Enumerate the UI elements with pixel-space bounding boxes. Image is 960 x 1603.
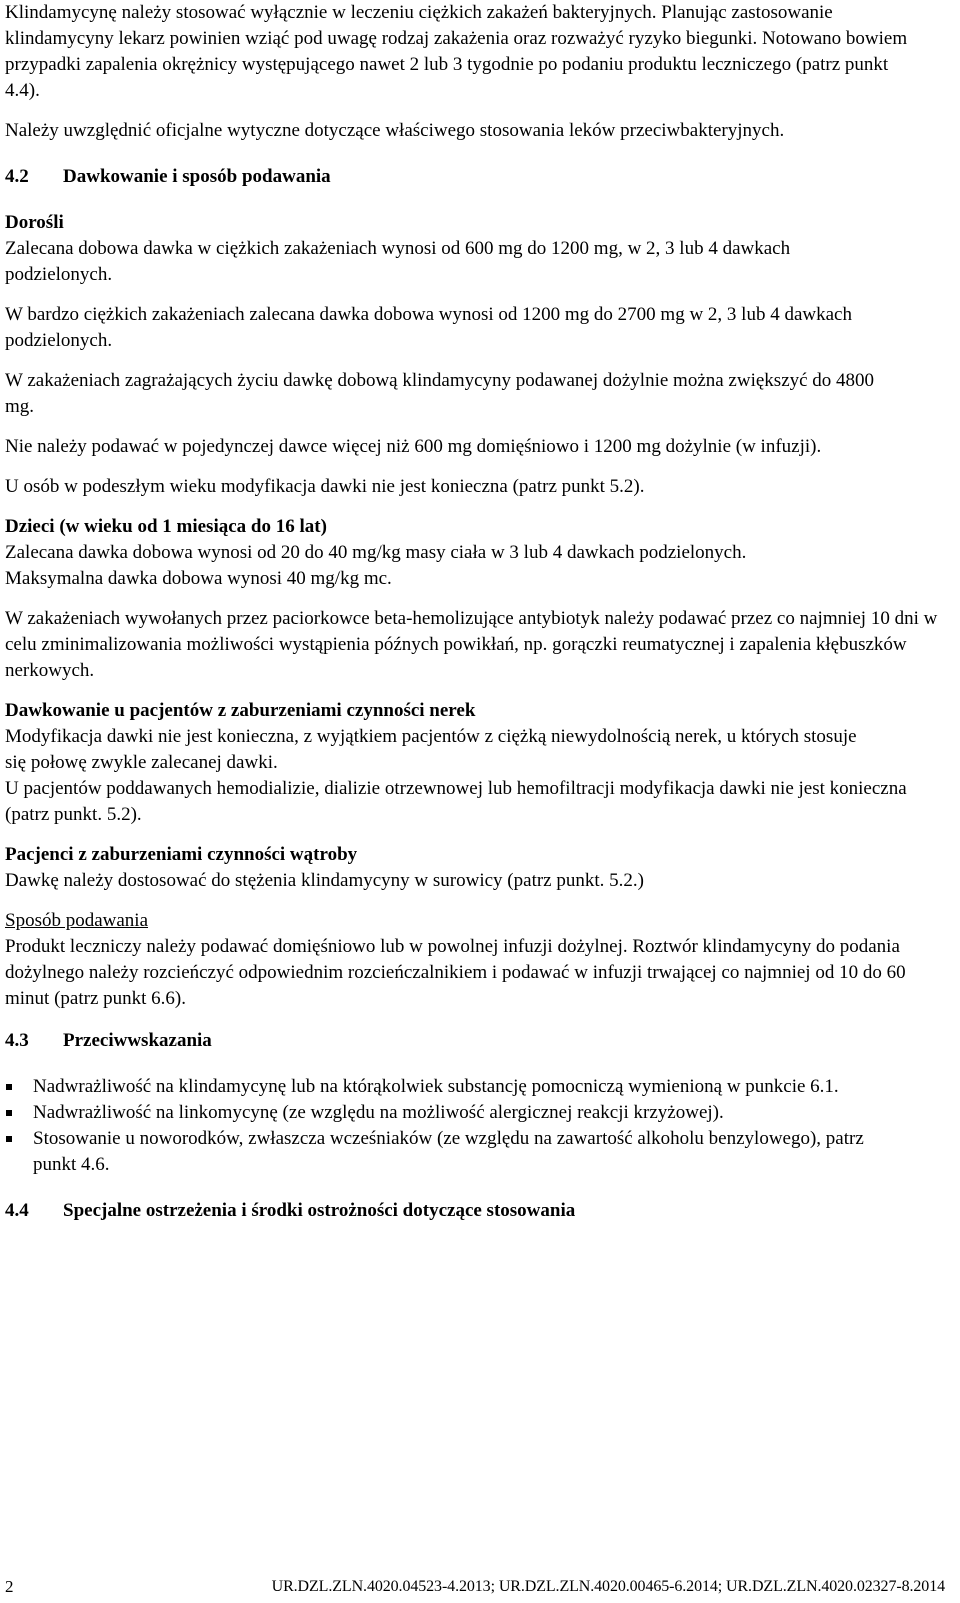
list-item — [5, 1074, 873, 1100]
section-number: 4.3 — [5, 1030, 29, 1051]
section-4-2-heading — [5, 164, 950, 190]
list-item-text: Nadwrażliwość na klindamycynę lub na którąkolwiek substancję pomocniczą wymienioną w punkcie 6.1. — [33, 1076, 839, 1097]
section-title: Przeciwwskazania — [63, 1030, 212, 1051]
bullet-square-icon — [6, 1110, 12, 1116]
list-item — [5, 1100, 950, 1126]
adults-paragraph-2: W bardzo ciężkich zakażeniach zalecana dawka dobowa wynosi od 1200 mg do 2700 mg w 2, 3 lub 4 dawkach podzielonych. — [5, 304, 852, 351]
administration-heading: Sposób podawania — [5, 910, 149, 931]
section-number: 4.2 — [5, 166, 29, 187]
children-heading: Dzieci (w wieku od 1 miesiąca do 16 lat) — [5, 516, 327, 537]
section-4-4-heading — [5, 1198, 950, 1224]
list-item — [5, 1126, 873, 1178]
list-item-text: Stosowanie u noworodków, zwłaszcza wcześniaków (ze względu na zawartość alkoholu benzylowego), patrz punkt 4.6. — [33, 1128, 864, 1175]
children-paragraph-2: W zakażeniach wywołanych przez paciorkowce beta-hemolizujące antybiotyk należy podawać przez co najmniej 10 dni w celu zminimalizowania możliwości wystąpienia późnych powikłań, np. gorączki reumatycznej i zapalenia kłębuszków nerkowych. — [5, 608, 938, 681]
hepatic-heading: Pacjenci z zaburzeniami czynności wątroby — [5, 844, 358, 865]
adults-heading: Dorośli — [5, 212, 64, 233]
children-line-2: Maksymalna dawka dobowa wynosi 40 mg/kg mc. — [5, 568, 392, 589]
administration-paragraph-1: Produkt leczniczy należy podawać domięśniowo lub w powolnej infuzji dożylnej. Roztwór klindamycyny do podania dożylnego należy rozcieńczyć odpowiednim rozcieńczalnikiem i podawać w infuzji trwającej co najmniej od 10 do 60 minut (patrz punkt 6.6). — [5, 936, 906, 1009]
list-item-text: Nadwrażliwość na linkomycynę (ze względu na możliwość alergicznej reakcji krzyżowej). — [33, 1102, 724, 1123]
page-number: 2 — [5, 1577, 14, 1596]
intro-paragraph-2: Należy uwzględnić oficjalne wytyczne dotyczące właściwego stosowania leków przeciwbakteryjnych. — [5, 120, 785, 141]
section-title: Specjalne ostrzeżenia i środki ostrożności dotyczące stosowania — [63, 1200, 576, 1221]
section-title: Dawkowanie i sposób podawania — [63, 166, 331, 187]
renal-heading: Dawkowanie u pacjentów z zaburzeniami czynności nerek — [5, 700, 476, 721]
children-line-1: Zalecana dawka dobowa wynosi od 20 do 40 mg/kg masy ciała w 3 lub 4 dawkach podzielonych. — [5, 542, 747, 563]
document-page — [5, 0, 950, 1224]
contraindications-list — [5, 1074, 950, 1178]
bullet-square-icon — [6, 1136, 12, 1142]
renal-paragraph-2: U pacjentów poddawanych hemodializie, dializie otrzewnowej lub hemofiltracji modyfikacja dawki nie jest konieczna (patrz punkt. 5.2). — [5, 778, 907, 825]
adults-paragraph-4: Nie należy podawać w pojedynczej dawce więcej niż 600 mg domięśniowo i 1200 mg dożylnie (w infuzji). — [5, 436, 822, 457]
adults-paragraph-1: Zalecana dobowa dawka w ciężkich zakażeniach wynosi od 600 mg do 1200 mg, w 2, 3 lub 4 dawkach podzielonych. — [5, 238, 791, 285]
registration-reference: UR.DZL.ZLN.4020.04523-4.2013; UR.DZL.ZLN.4020.00465-6.2014; UR.DZL.ZLN.4020.02327-8.2014 — [271, 1578, 945, 1595]
bullet-square-icon — [6, 1084, 12, 1090]
intro-paragraph-1: Klindamycynę należy stosować wyłącznie w leczeniu ciężkich zakażeń bakteryjnych. Planując zastosowanie klindamycyny lekarz powinien wziąć pod uwagę rodzaj zakażenia oraz rozważyć ryzyko biegunki. Notowano bowiem przypadki zapalenia okrężnicy występującego nawet 2 lub 3 tygodnie po podaniu produktu leczniczego (patrz punkt 4.4). — [5, 2, 908, 101]
page-footer — [0, 1574, 960, 1600]
hepatic-paragraph-1: Dawkę należy dostosować do stężenia klindamycyny w surowicy (patrz punkt. 5.2.) — [5, 870, 644, 891]
section-4-3-heading — [5, 1028, 950, 1054]
renal-paragraph-1: Modyfikacja dawki nie jest konieczna, z wyjątkiem pacjentów z ciężką niewydolnością nerek, u których stosuje się połowę zwykle zalecanej dawki. — [5, 726, 857, 773]
adults-paragraph-5: U osób w podeszłym wieku modyfikacja dawki nie jest konieczna (patrz punkt 5.2). — [5, 476, 645, 497]
section-number: 4.4 — [5, 1200, 29, 1221]
adults-paragraph-3: W zakażeniach zagrażających życiu dawkę dobową klindamycyny podawanej dożylnie można zwiększyć do 4800 mg. — [5, 370, 875, 417]
